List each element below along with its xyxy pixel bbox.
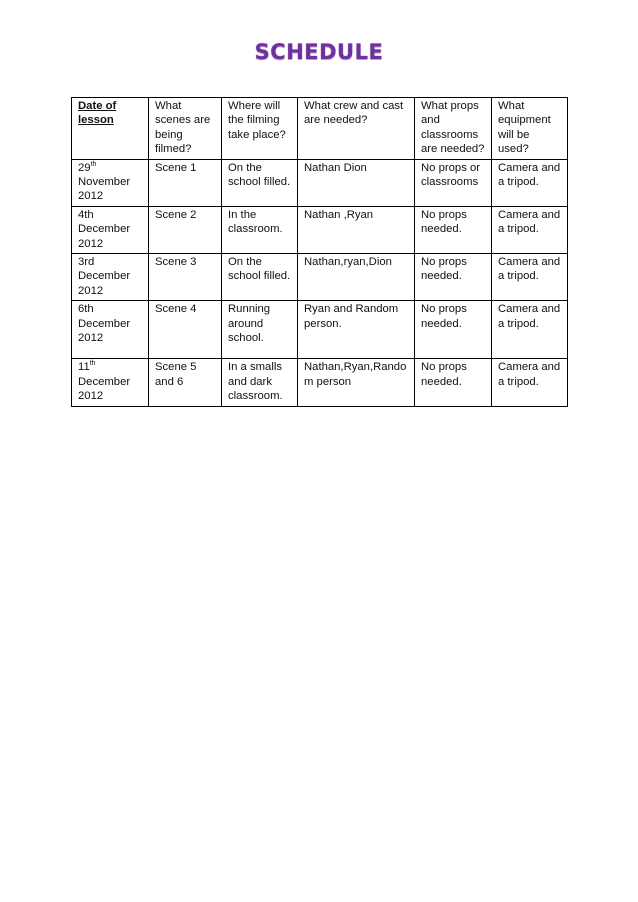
table-row [72, 254, 568, 301]
cell-equipment: Camera and a tripod. [492, 301, 568, 359]
cell-location: On the school filled. [222, 254, 298, 301]
cell-scenes: Scene 3 [149, 254, 222, 301]
cell-location: Running around school. [222, 301, 298, 359]
cell-crew: Nathan Dion [298, 159, 415, 206]
table-header-row [72, 98, 568, 160]
page-title: SCHEDULE [254, 40, 384, 64]
header-equipment: What equipment will be used? [492, 98, 568, 160]
table-row [72, 206, 568, 253]
cell-crew: Nathan,Ryan,Random person [298, 359, 415, 406]
table-row [72, 301, 568, 359]
cell-props: No props or classrooms [415, 159, 492, 206]
cell-location: In a smalls and dark classroom. [222, 359, 298, 406]
cell-date: 6th December 2012 [72, 301, 149, 359]
cell-props: No props needed. [415, 206, 492, 253]
cell-props: No props needed. [415, 254, 492, 301]
cell-crew: Nathan,ryan,Dion [298, 254, 415, 301]
cell-date: 3rd December 2012 [72, 254, 149, 301]
cell-props: No props needed. [415, 301, 492, 359]
cell-scenes: Scene 4 [149, 301, 222, 359]
cell-scenes: Scene 1 [149, 159, 222, 206]
cell-location: In the classroom. [222, 206, 298, 253]
header-scenes: What scenes are being filmed? [149, 98, 222, 160]
cell-scenes: Scene 5 and 6 [149, 359, 222, 406]
cell-location: On the school filled. [222, 159, 298, 206]
cell-props: No props needed. [415, 359, 492, 406]
header-props: What props and classrooms are needed? [415, 98, 492, 160]
header-crew: What crew and cast are needed? [298, 98, 415, 160]
cell-equipment: Camera and a tripod. [492, 206, 568, 253]
cell-crew: Nathan ,Ryan [298, 206, 415, 253]
cell-date: 11th December 2012 [72, 359, 149, 406]
cell-date: 4th December 2012 [72, 206, 149, 253]
cell-equipment: Camera and a tripod. [492, 359, 568, 406]
cell-equipment: Camera and a tripod. [492, 254, 568, 301]
header-date: Date of lesson [72, 98, 149, 160]
header-location: Where will the filming take place? [222, 98, 298, 160]
cell-date: 29th November 2012 [72, 159, 149, 206]
table-row [72, 359, 568, 406]
cell-equipment: Camera and a tripod. [492, 159, 568, 206]
cell-scenes: Scene 2 [149, 206, 222, 253]
schedule-table [71, 97, 568, 407]
table-row [72, 159, 568, 206]
cell-crew: Ryan and Random person. [298, 301, 415, 359]
